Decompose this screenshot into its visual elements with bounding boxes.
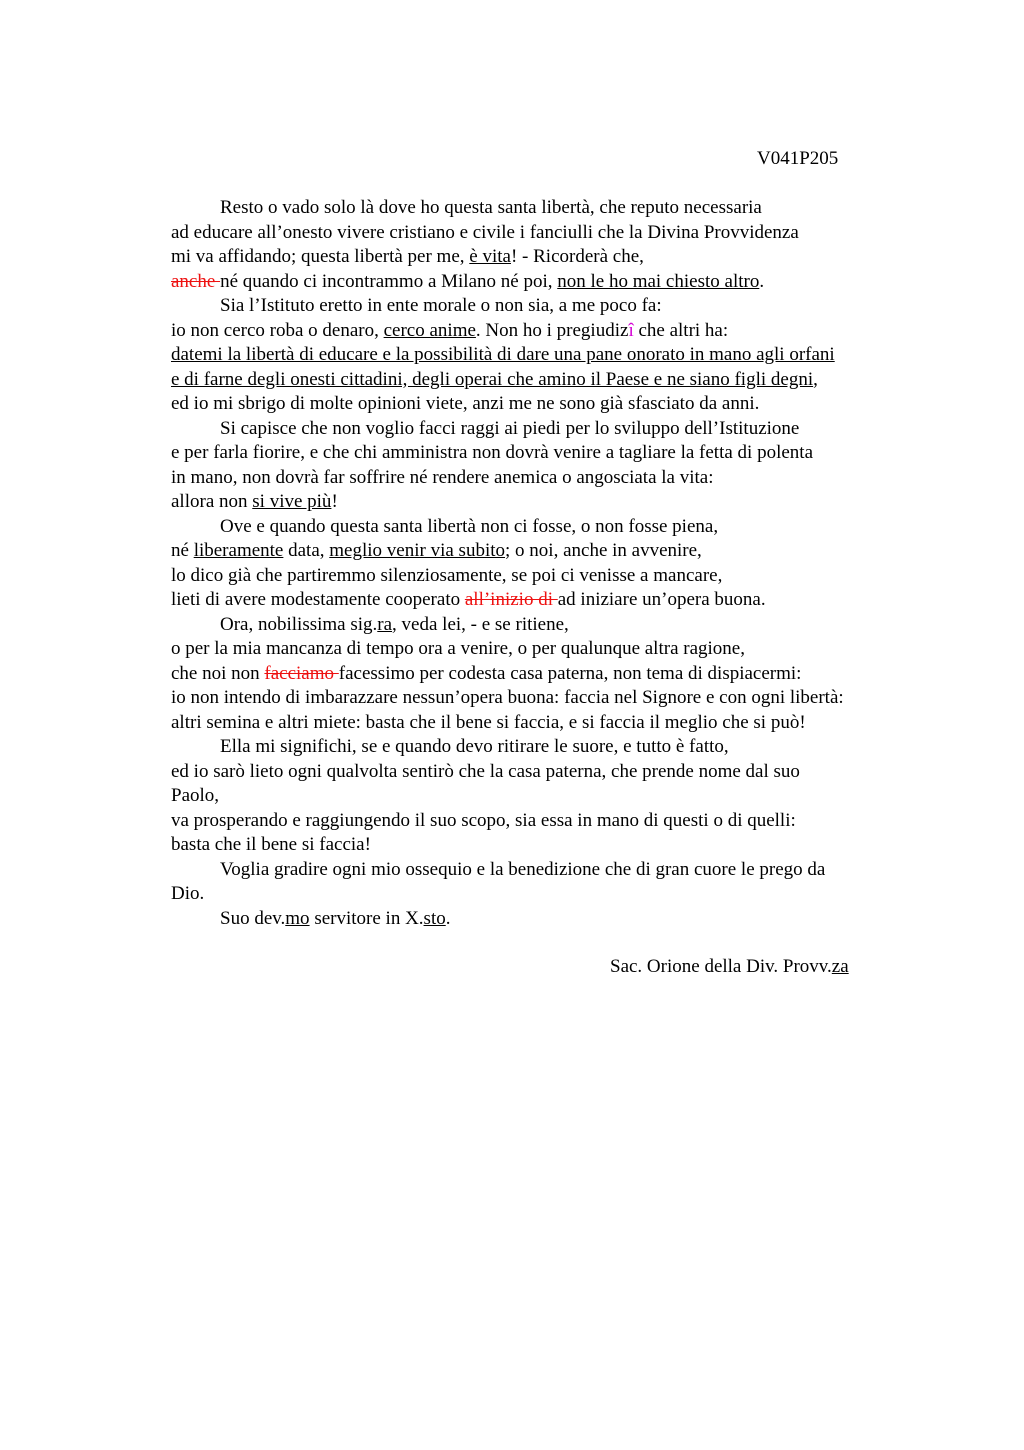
text-segment: ! - Ricorderà che, bbox=[510, 246, 644, 267]
letter-line bbox=[171, 662, 916, 687]
text-segment: servitore in X. bbox=[309, 907, 424, 929]
underlined-text: si vive più bbox=[252, 491, 332, 512]
letter-line bbox=[171, 515, 916, 540]
text-segment: mi va affidando; questa libertà per me, bbox=[171, 246, 470, 267]
letter-line bbox=[171, 760, 916, 785]
underlined-text: è vita bbox=[469, 246, 511, 267]
letter-line bbox=[171, 882, 916, 907]
underlined-text: sto bbox=[423, 907, 446, 929]
text-segment: ; o noi, anche in avvenire, bbox=[505, 540, 702, 561]
letter-line bbox=[171, 907, 916, 932]
underlined-text: za bbox=[831, 956, 849, 977]
letter-line bbox=[171, 686, 916, 711]
underlined-text: liberamente bbox=[193, 540, 284, 561]
text-segment: , veda lei, - e se ritiene, bbox=[392, 613, 569, 635]
letter-line bbox=[171, 392, 916, 417]
text-segment: Si capisce che non voglio facci raggi ai piedi per lo sviluppo dell’Istituzione bbox=[220, 417, 800, 439]
text-segment: io non cerco roba o denaro, bbox=[171, 319, 384, 341]
text-segment: Dio. bbox=[171, 883, 205, 904]
text-segment: Sia l’Istituto eretto in ente morale o non sia, a me poco fa: bbox=[220, 295, 662, 316]
text-segment: . bbox=[445, 907, 451, 929]
signature bbox=[610, 955, 849, 979]
letter-line bbox=[171, 270, 916, 295]
letter-line bbox=[171, 490, 916, 515]
text-segment: . Non ho i pregiudiz bbox=[475, 319, 629, 341]
text-segment: data, bbox=[283, 540, 330, 561]
text-segment: , bbox=[813, 368, 818, 390]
text-segment: lieti di avere modestamente cooperato bbox=[171, 589, 465, 610]
letter-body bbox=[171, 196, 916, 931]
letter-line bbox=[171, 564, 916, 589]
letter-line bbox=[171, 858, 916, 883]
letter-line bbox=[171, 319, 916, 344]
text-segment: allora non bbox=[171, 491, 253, 512]
text-segment: in mano, non dovrà far soffrire né rendere anemica o angosciata la vita: bbox=[171, 466, 714, 488]
underlined-text: e di farne degli onesti cittadini, degli operai che amino il Paese e ne siano figli degni bbox=[171, 368, 814, 390]
letter-line bbox=[171, 637, 916, 662]
letter-line bbox=[171, 196, 916, 221]
underlined-text: meglio venir via subito bbox=[329, 540, 506, 561]
letter-line bbox=[171, 466, 916, 491]
text-segment: che altri ha: bbox=[633, 319, 729, 341]
letter-line bbox=[171, 588, 916, 613]
letter-line bbox=[171, 441, 916, 466]
text-segment: lo dico già che partiremmo silenziosamente, se poi ci venisse a mancare, bbox=[171, 564, 723, 586]
document-code: V041P205 bbox=[757, 148, 839, 169]
letter-line bbox=[171, 735, 916, 760]
underlined-text: cerco anime bbox=[383, 319, 476, 341]
struck-text: all’inizio di bbox=[464, 589, 558, 610]
letter-line bbox=[171, 784, 916, 809]
letter-line bbox=[171, 417, 916, 442]
letter-line bbox=[171, 343, 916, 368]
text-segment: né quando ci incontrammo a Milano né poi, bbox=[220, 270, 558, 292]
highlighted-char: î bbox=[628, 319, 634, 341]
text-segment: Paolo, bbox=[171, 785, 220, 806]
letter-line bbox=[171, 613, 916, 638]
underlined-text: ra bbox=[377, 613, 393, 635]
text-segment: . bbox=[759, 270, 765, 292]
text-segment: Ella mi significhi, se e quando devo ritirare le suore, e tutto è fatto, bbox=[220, 736, 729, 757]
letter-line bbox=[171, 368, 916, 393]
text-segment: ! bbox=[331, 491, 338, 512]
letter-line bbox=[171, 711, 916, 736]
letter-line bbox=[171, 809, 916, 834]
text-segment: Voglia gradire ogni mio ossequio e la benedizione che di gran cuore le prego da bbox=[220, 858, 826, 880]
text-segment: Ora, nobilissima sig. bbox=[220, 613, 378, 635]
underlined-text: mo bbox=[285, 907, 310, 929]
text-segment: Ove e quando questa santa libertà non ci fosse, o non fosse piena, bbox=[220, 515, 719, 537]
text-segment: basta che il bene si faccia! bbox=[171, 834, 371, 855]
letter-line bbox=[171, 833, 916, 858]
letter-line bbox=[171, 221, 916, 246]
underlined-text: datemi la libertà di educare e la possibilità di dare una pane onorato in mano agli orfani bbox=[171, 344, 835, 365]
text-segment: facessimo per codesta casa paterna, non tema di dispiacermi: bbox=[338, 662, 802, 684]
text-segment: Suo dev. bbox=[220, 907, 286, 929]
text-segment: io non intendo di imbarazzare nessun’opera buona: faccia nel Signore e con ogni libertà: bbox=[171, 687, 844, 708]
text-segment: ed io mi sbrigo di molte opinioni viete, anzi me ne sono già sfasciato da anni. bbox=[171, 393, 760, 414]
letter-line bbox=[171, 539, 916, 564]
text-segment: né bbox=[171, 540, 194, 561]
underlined-text: non le ho mai chiesto altro bbox=[557, 270, 760, 292]
text-segment: o per la mia mancanza di tempo ora a venire, o per qualunque altra ragione, bbox=[171, 638, 745, 659]
text-segment: ed io sarò lieto ogni qualvolta sentirò che la casa paterna, che prende nome dal suo bbox=[171, 760, 800, 782]
text-segment: Sac. Orione della Div. Provv. bbox=[610, 956, 832, 977]
text-segment: va prosperando e raggiungendo il suo scopo, sia essa in mano di questi o di quelli: bbox=[171, 809, 796, 831]
text-segment: altri semina e altri miete: basta che il bene si faccia, e si faccia il meglio che si può! bbox=[171, 711, 806, 733]
text-segment: Resto o vado solo là dove ho questa santa libertà, che reputo necessaria bbox=[220, 197, 762, 218]
letter-line bbox=[171, 294, 916, 319]
letter-line bbox=[171, 245, 916, 270]
text-segment: ad iniziare un’opera buona. bbox=[557, 589, 766, 610]
text-segment: ad educare all’onesto vivere cristiano e civile i fanciulli che la Divina Provvidenza bbox=[171, 221, 799, 243]
struck-text: anche bbox=[171, 270, 221, 292]
text-segment: che noi non bbox=[171, 662, 265, 684]
text-segment: e per farla fiorire, e che chi amministra non dovrà venire a tagliare la fetta di polenta bbox=[171, 442, 814, 463]
struck-text: facciamo bbox=[264, 662, 339, 684]
